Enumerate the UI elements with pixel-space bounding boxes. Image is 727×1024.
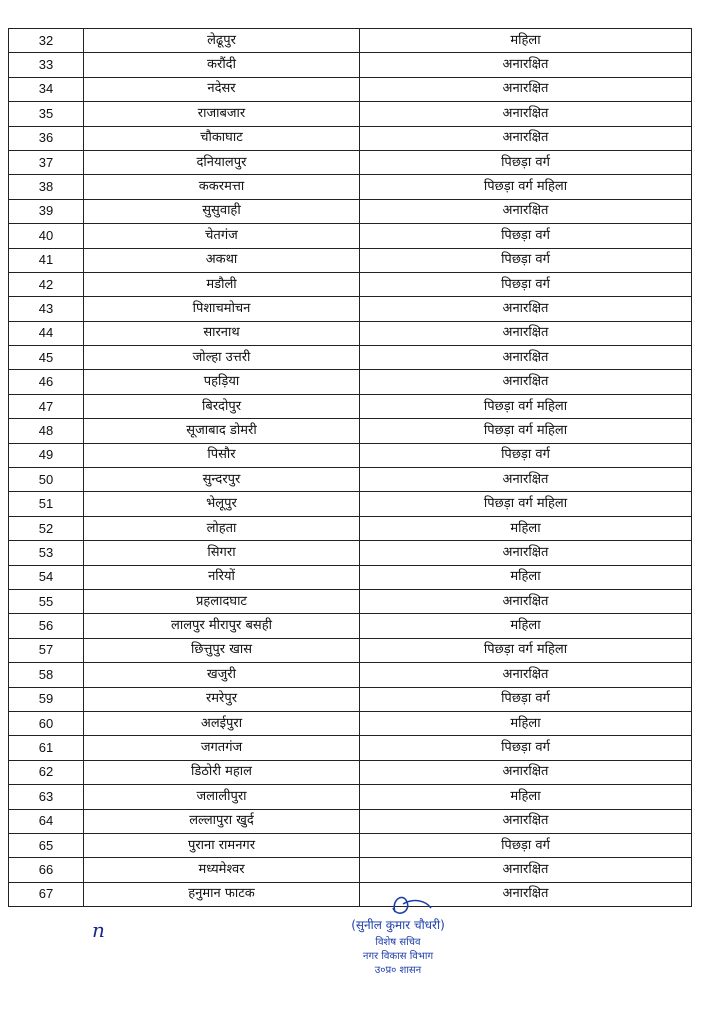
ward-number-cell: 38 (9, 175, 84, 199)
ward-name-cell: खजुरी (84, 663, 360, 687)
table-row (9, 53, 692, 77)
table-row (9, 638, 692, 662)
table-row (9, 663, 692, 687)
table-row (9, 126, 692, 150)
ward-name-cell: हनुमान फाटक (84, 882, 360, 906)
reservation-category-cell: पिछड़ा वर्ग महिला (360, 492, 692, 516)
reservation-category-cell: पिछड़ा वर्ग (360, 443, 692, 467)
reservation-category-cell: अनारक्षित (360, 663, 692, 687)
reservation-category-cell: पिछड़ा वर्ग महिला (360, 394, 692, 418)
table-row (9, 858, 692, 882)
ward-name-cell: भेलूपुर (84, 492, 360, 516)
ward-number-cell: 51 (9, 492, 84, 516)
ward-number-cell: 56 (9, 614, 84, 638)
reservation-category-cell: अनारक्षित (360, 589, 692, 613)
reservation-category-cell: अनारक्षित (360, 102, 692, 126)
ward-name-cell: करौंदी (84, 53, 360, 77)
reservation-category-cell: महिला (360, 614, 692, 638)
ward-name-cell: प्रहलादघाट (84, 589, 360, 613)
ward-number-cell: 33 (9, 53, 84, 77)
table-body (9, 29, 692, 907)
reservation-category-cell: महिला (360, 711, 692, 735)
table-row (9, 468, 692, 492)
ward-number-cell: 62 (9, 760, 84, 784)
ward-number-cell: 58 (9, 663, 84, 687)
table-row (9, 565, 692, 589)
ward-number-cell: 59 (9, 687, 84, 711)
ward-number-cell: 35 (9, 102, 84, 126)
table-row (9, 321, 692, 345)
table-row (9, 687, 692, 711)
ward-name-cell: दनियालपुर (84, 150, 360, 174)
table-row (9, 492, 692, 516)
table-row (9, 29, 692, 53)
table-row (9, 272, 692, 296)
table-row (9, 77, 692, 101)
reservation-category-cell: अनारक्षित (360, 53, 692, 77)
ward-name-cell: ककरमत्ता (84, 175, 360, 199)
ward-name-cell: पुराना रामनगर (84, 833, 360, 857)
table-row (9, 541, 692, 565)
ward-number-cell: 53 (9, 541, 84, 565)
reservation-category-cell: अनारक्षित (360, 321, 692, 345)
ward-number-cell: 48 (9, 419, 84, 443)
ward-name-cell: पहड़िया (84, 370, 360, 394)
reservation-category-cell: पिछड़ा वर्ग (360, 833, 692, 857)
table-row (9, 199, 692, 223)
table-row (9, 370, 692, 394)
table-row (9, 248, 692, 272)
ward-number-cell: 49 (9, 443, 84, 467)
ward-number-cell: 66 (9, 858, 84, 882)
table-row (9, 760, 692, 784)
reservation-category-cell: अनारक्षित (360, 541, 692, 565)
ward-name-cell: सिगरा (84, 541, 360, 565)
table-row (9, 736, 692, 760)
ward-name-cell: पिसौर (84, 443, 360, 467)
ward-name-cell: जगतगंज (84, 736, 360, 760)
ward-number-cell: 42 (9, 272, 84, 296)
stamp-designation: विशेष सचिव (375, 937, 421, 948)
ward-number-cell: 44 (9, 321, 84, 345)
ward-number-cell: 60 (9, 711, 84, 735)
reservation-category-cell: महिला (360, 29, 692, 53)
reservation-category-cell: अनारक्षित (360, 77, 692, 101)
reservation-category-cell: अनारक्षित (360, 346, 692, 370)
ward-reservation-table (8, 28, 692, 907)
table-row (9, 785, 692, 809)
ward-name-cell: चेतगंज (84, 224, 360, 248)
reservation-category-cell: महिला (360, 785, 692, 809)
ward-number-cell: 41 (9, 248, 84, 272)
ward-number-cell: 47 (9, 394, 84, 418)
table-row (9, 297, 692, 321)
reservation-category-cell: पिछड़ा वर्ग महिला (360, 638, 692, 662)
ward-name-cell: पिशाचमोचन (84, 297, 360, 321)
ward-name-cell: मध्यमेश्वर (84, 858, 360, 882)
table-row (9, 150, 692, 174)
ward-name-cell: रमरेपुर (84, 687, 360, 711)
reservation-category-cell: पिछड़ा वर्ग (360, 272, 692, 296)
ward-name-cell: मडौली (84, 272, 360, 296)
official-stamp (333, 890, 463, 995)
ward-number-cell: 45 (9, 346, 84, 370)
stamp-department: नगर विकास विभाग (362, 951, 434, 962)
table-row (9, 394, 692, 418)
reservation-category-cell: अनारक्षित (360, 468, 692, 492)
ward-number-cell: 65 (9, 833, 84, 857)
ward-name-cell: अलईपुरा (84, 711, 360, 735)
handwritten-mark: n (92, 918, 105, 942)
ward-name-cell: नरियों (84, 565, 360, 589)
ward-number-cell: 54 (9, 565, 84, 589)
reservation-category-cell: अनारक्षित (360, 858, 692, 882)
reservation-category-cell: अनारक्षित (360, 126, 692, 150)
ward-name-cell: बिरदोपुर (84, 394, 360, 418)
reservation-category-cell: अनारक्षित (360, 199, 692, 223)
ward-name-cell: जोल्हा उत्तरी (84, 346, 360, 370)
ward-number-cell: 52 (9, 516, 84, 540)
table-row (9, 443, 692, 467)
ward-number-cell: 50 (9, 468, 84, 492)
ward-name-cell: राजाबजार (84, 102, 360, 126)
reservation-category-cell: पिछड़ा वर्ग महिला (360, 419, 692, 443)
ward-number-cell: 64 (9, 809, 84, 833)
table-row (9, 711, 692, 735)
table-row (9, 224, 692, 248)
table-row (9, 833, 692, 857)
ward-number-cell: 36 (9, 126, 84, 150)
table-row (9, 102, 692, 126)
ward-number-cell: 46 (9, 370, 84, 394)
reservation-category-cell: अनारक्षित (360, 809, 692, 833)
reservation-category-cell: पिछड़ा वर्ग महिला (360, 175, 692, 199)
ward-name-cell: लेढूपुर (84, 29, 360, 53)
table-row (9, 516, 692, 540)
ward-number-cell: 34 (9, 77, 84, 101)
ward-name-cell: छित्तुपुर खास (84, 638, 360, 662)
ward-number-cell: 57 (9, 638, 84, 662)
ward-name-cell: लोहता (84, 516, 360, 540)
reservation-category-cell: पिछड़ा वर्ग (360, 687, 692, 711)
ward-name-cell: अकथा (84, 248, 360, 272)
reservation-category-cell: महिला (360, 565, 692, 589)
table-row (9, 175, 692, 199)
table-row (9, 419, 692, 443)
stamp-government: उ०प्र० शासन (374, 965, 422, 976)
ward-name-cell: सुसुवाही (84, 199, 360, 223)
ward-number-cell: 63 (9, 785, 84, 809)
table-row (9, 614, 692, 638)
ward-number-cell: 43 (9, 297, 84, 321)
ward-name-cell: सूजाबाद डोमरी (84, 419, 360, 443)
ward-number-cell: 67 (9, 882, 84, 906)
reservation-category-cell: अनारक्षित (360, 297, 692, 321)
ward-name-cell: जलालीपुरा (84, 785, 360, 809)
ward-number-cell: 37 (9, 150, 84, 174)
table-row (9, 809, 692, 833)
reservation-category-cell: पिछड़ा वर्ग (360, 248, 692, 272)
reservation-category-cell: अनारक्षित (360, 370, 692, 394)
reservation-category-cell: अनारक्षित (360, 882, 692, 906)
ward-name-cell: डिठोरी महाल (84, 760, 360, 784)
reservation-category-cell: पिछड़ा वर्ग (360, 224, 692, 248)
ward-name-cell: सुन्दरपुर (84, 468, 360, 492)
ward-name-cell: लालपुर मीरापुर बसही (84, 614, 360, 638)
ward-number-cell: 32 (9, 29, 84, 53)
reservation-category-cell: पिछड़ा वर्ग (360, 150, 692, 174)
ward-number-cell: 39 (9, 199, 84, 223)
reservation-category-cell: महिला (360, 516, 692, 540)
stamp-name: (सुनील कुमार चौधरी) (351, 918, 445, 932)
ward-name-cell: लल्लापुरा खुर्द (84, 809, 360, 833)
table-row (9, 589, 692, 613)
ward-number-cell: 61 (9, 736, 84, 760)
ward-name-cell: चौकाघाट (84, 126, 360, 150)
ward-number-cell: 40 (9, 224, 84, 248)
ward-number-cell: 55 (9, 589, 84, 613)
reservation-category-cell: पिछड़ा वर्ग (360, 736, 692, 760)
ward-name-cell: सारनाथ (84, 321, 360, 345)
ward-name-cell: नदेसर (84, 77, 360, 101)
reservation-category-cell: अनारक्षित (360, 760, 692, 784)
table-row (9, 346, 692, 370)
